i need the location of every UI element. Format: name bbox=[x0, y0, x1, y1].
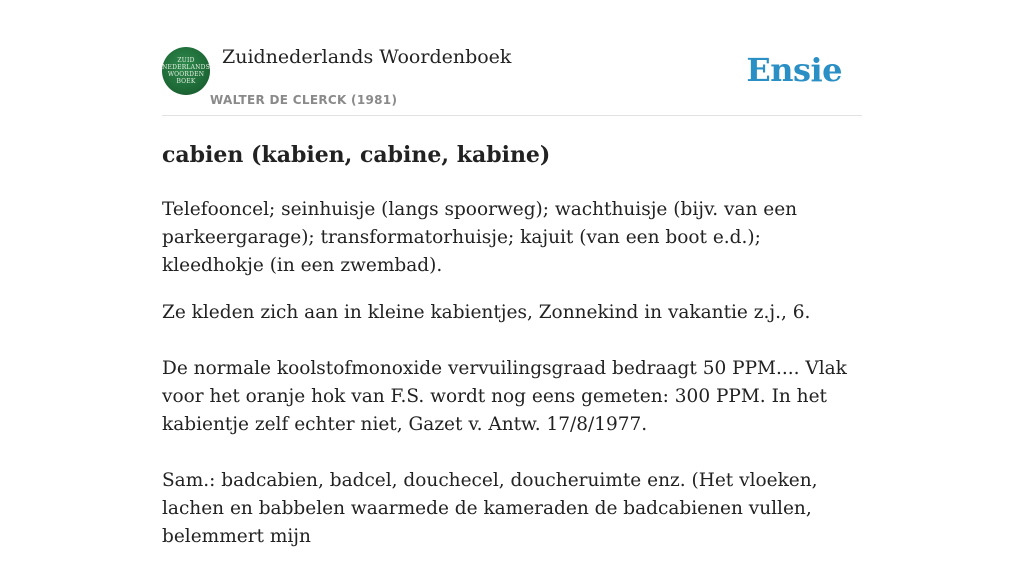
entry-headword: cabien (kabien, cabine, kabine) bbox=[162, 142, 551, 168]
dictionary-logo-icon[interactable] bbox=[162, 47, 210, 95]
header-divider bbox=[162, 115, 862, 116]
entry-example: Sam.: badcabien, badcel, douchecel, doucheruimte enz. (Het vloeken, lachen en babbelen waarmede de kameraden de badcabienen vullen, belemmert mijn bbox=[162, 470, 818, 547]
logo-line: ZUID bbox=[177, 57, 195, 64]
logo-line: WOORDEN bbox=[167, 71, 205, 78]
dictionary-author: WALTER DE CLERCK (1981) bbox=[210, 93, 398, 107]
logo-line: NEDERLANDS bbox=[162, 64, 210, 71]
ensie-brand-logo[interactable]: Ensie bbox=[746, 51, 842, 89]
logo-line: BOEK bbox=[176, 78, 196, 85]
entry-example: De normale koolstofmonoxide vervuilingsgraad bedraagt 50 PPM.... Vlak voor het oranje hok van F.S. wordt nog eens gemeten: 300 PPM. In het kabientje zelf echter niet, Gazet v. Antw. 17/8/1977. bbox=[162, 358, 847, 435]
entry-definition: Telefooncel; seinhuisje (langs spoorweg); wachthuisje (bijv. van een parkeergarage); transformatorhuisje; kajuit (van een boot e.d.); kleedhokje (in een zwembad). bbox=[162, 199, 798, 276]
dictionary-header bbox=[162, 46, 862, 116]
entry-example: Ze kleden zich aan in kleine kabientjes, Zonnekind in vakantie z.j., 6. bbox=[162, 302, 811, 323]
dictionary-title[interactable]: Zuidnederlands Woordenboek bbox=[222, 46, 512, 68]
entry-content bbox=[162, 140, 862, 570]
